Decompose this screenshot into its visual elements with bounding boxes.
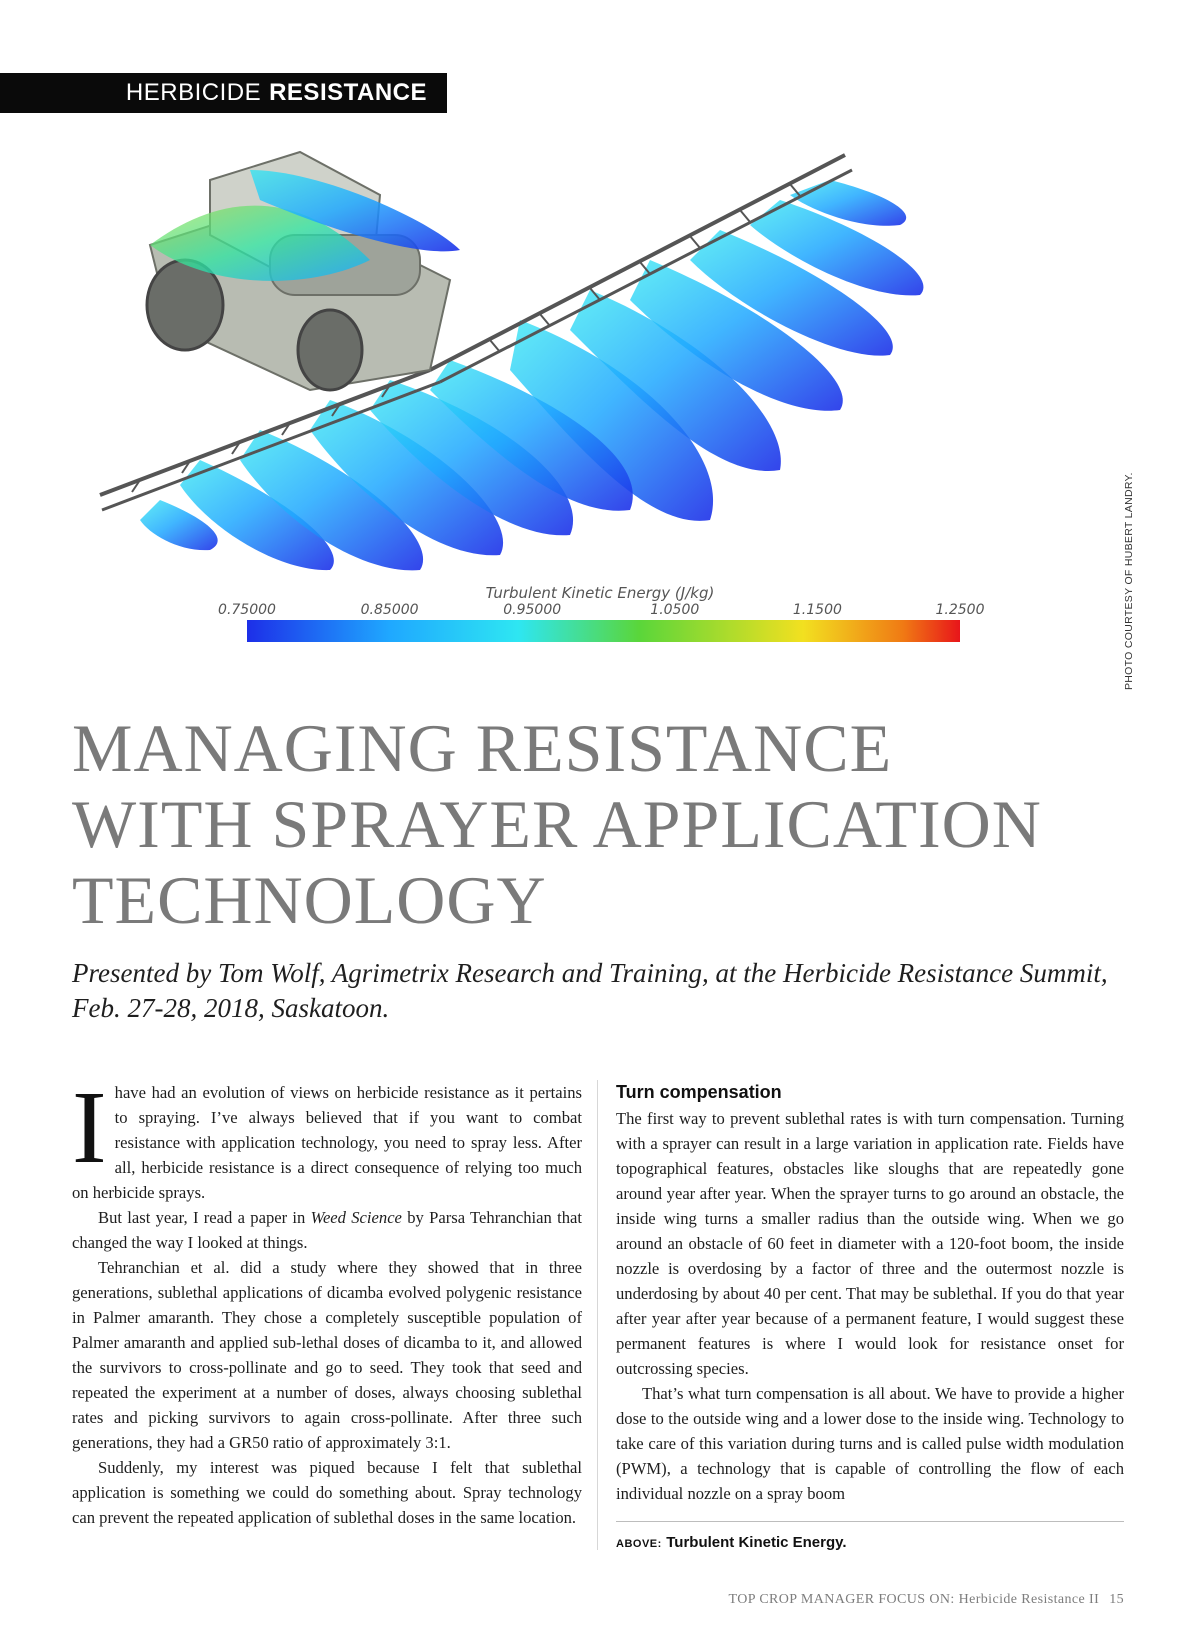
legend-tick-label: 1.0500 [650,602,700,618]
body-paragraph: Tehranchian et al. did a study where they showed that in three generations, sublethal applications of dicamba evolved polygenic resistance in Palmer amaranth. They chose a completely susceptible population of Palmer amaranth and applied sub-lethal doses of dicamba to it, and allowed the survivors to cross-pollinate and go to seed. They took that seed and repeated the experiment at a number of doses, always choosing sublethal rates and picking survivors to again cross-pollinate. After three such generations, they had a GR50 ratio of approximately 3:1. [72,1258,582,1452]
subhead-turn-compensation: Turn compensation [616,1082,782,1102]
body-paragraph [72,1205,582,1255]
column-divider [597,1080,598,1550]
photo-credit: PHOTO COURTESY OF HUBERT LANDRY. [1123,472,1135,690]
legend-tick-label: 1.1500 [792,602,842,618]
headline-line-2: WITH SPRAYER APPLICATION [72,786,1042,862]
folio-text: TOP CROP MANAGER FOCUS ON: Herbicide Resistance II [728,1592,1100,1607]
sprayer-cfd-image [90,140,1110,680]
legend-title: Turbulent Kinetic Energy (J/kg) [485,584,715,602]
paragraph-text: have had an evolution of views on herbicide resistance as it pertains to spraying. I’ve always believed that if you want to combat resistance with application technology, you need to spray less. After all, herbicide resistance is a direct consequence of relying too much on herbicide sprays. [72,1083,582,1202]
legend-color-bar [247,620,960,642]
legend-tick-label: 1.2500 [935,602,985,618]
headline-line-1: MANAGING RESISTANCE [72,710,893,786]
dropcap: I [72,1070,107,1185]
page-number: 15 [1109,1592,1124,1607]
page-folio [729,1592,1124,1608]
article-headline [72,710,1152,938]
body-column-left [72,1070,583,1530]
legend-tick-label: 0.95000 [503,602,562,618]
body-paragraph [72,1070,582,1205]
section-tag-bold: RESISTANCE [269,79,427,106]
article-deck: Presented by Tom Wolf, Agrimetrix Research and Training, at the Herbicide Resistance Summit, Feb. 27-28, 2018, Saskatoon. [72,958,1108,1023]
caption-text: Turbulent Kinetic Energy. [666,1534,847,1551]
tke-legend [218,584,985,642]
sprayer-cfd-figure [90,140,1110,680]
caption-divider [616,1521,1124,1522]
legend-tick-label: 0.85000 [360,602,419,618]
headline-line-3: TECHNOLOGY [72,862,547,938]
caption-label: ABOVE: [616,1538,662,1550]
paragraph-text: But last year, I read a paper in [98,1208,311,1227]
sprayer-tractor [147,152,460,390]
body-paragraph: That’s what turn compensation is all about. We have to provide a higher dose to the outside wing and a lower dose to the inside wing. Technology to take care of this variation during turns and is called pulse width modulation (PWM), a technology that is capable of controlling the flow of each individual nozzle on a spray boom [616,1384,1124,1503]
body-paragraph: The first way to prevent sublethal rates is with turn compensation. Turning with a sprayer can result in a large variation in application rate. Fields have topographical features, obstacles like sloughs that are repeatedly gone around year after year. When the sprayer turns to go around an obstacle, the inside wing turns a smaller radius than the outside wing. When we go around an obstacle of 60 feet in diameter with a 120-foot boom, the inside nozzle is overdosing by a factor of three and the outermost nozzle is underdosing by about 40 per cent. That may be sublethal. If you do that year after year after year because of a permanent feature, I would suggest these permanent features is where I would look for resistance onset for outcrossing species. [616,1109,1124,1378]
legend-tick-label: 0.75000 [218,602,276,618]
figure-caption [616,1534,847,1552]
section-tag-light: HERBICIDE [125,79,262,106]
journal-name: Weed Science [310,1208,402,1227]
section-tag [0,73,447,113]
paragraph-text: by Parsa Tehranchian that changed the way I looked at things. [72,1208,583,1252]
body-column-right [616,1080,1124,1506]
body-paragraph: Suddenly, my interest was piqued because I felt that sublethal application is something we could do something about. Spray technology can prevent the repeated application of sublethal doses in the same location. [72,1458,582,1527]
